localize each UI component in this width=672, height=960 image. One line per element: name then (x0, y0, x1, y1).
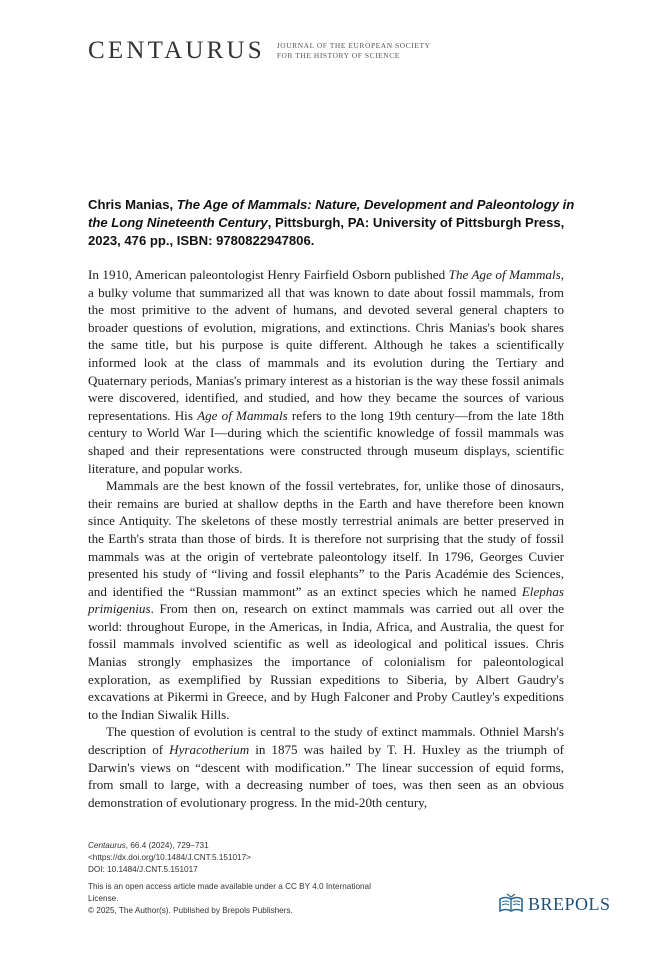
journal-name: CENTAURUS (88, 37, 265, 64)
paragraph-2 (88, 477, 564, 723)
italic-title: The Age of Mammals (448, 267, 561, 282)
tagline-line-2: FOR THE HISTORY OF SCIENCE (276, 51, 400, 60)
publication-details: , Pittsburgh, PA: University of Pittsburgh Press, 2023, 476 pp., ISBN: 9780822947806. (88, 215, 565, 248)
journal-masthead (88, 36, 431, 66)
text-run: Mammals are the best known of the fossil vertebrates, for, unlike those of dinosaurs, their remains are buried at shallow depths in the Earth and have therefore been known since Antiquity. The skeletons of these mostly terrestrial animals are better preserved in the Earth's strata than those of birds. It is therefore not surprising that the study of fossil mammals was at the origin of vertebrate paleontology itself. In 1796, Georges Cuvier presented his study of “living and fossil elephants” to the Paris Académie des Sciences, and identified the “Russian mammont” as an extinct species which he named (88, 478, 564, 599)
paragraph-3 (88, 723, 564, 811)
publisher-name: BREPOLS (528, 893, 611, 914)
citation-volume: , 66.4 (2024), 729–731 (125, 841, 209, 850)
text-run: refers to the long 19th century—from the late 18th century to World War I—during which the scientific knowledge of fossil mammals was shaped and their representations were constructed through museum displays, scientific literature, and popular works. (88, 407, 564, 476)
doi-link[interactable]: <https://dx.doi.org/10.1484/J.CNT.5.151017> (88, 853, 251, 862)
citation (88, 840, 388, 852)
book-title: The Age of Mammals: Nature, Development and Paleontology in the Long Nineteenth Century (88, 197, 575, 230)
journal-tagline (277, 41, 431, 61)
review-body (88, 266, 564, 811)
text-run: . From then on, research on extinct mammals was carried out all over the world: throughout Europe, in the Americas, in India, Africa, and Australia, the quest for fossil mammals involved scientific as well as ideological and political issues. Chris Manias strongly emphasizes the importance of colonialism for paleontological exploration, as exemplified by Russian expeditions to Siberia, by Albert Gaudry's excavations at Pikermi in Greece, and by Hugh Falconer and Proby Cautley's expeditions to the Indian Siwalik Hills. (88, 601, 564, 722)
text-run: in 1875 was hailed by T. H. Huxley as the triumph of Darwin's views on “descent with modification.” The linear succession of equid forms, from small to large, with a decreasing number of toes, was then seen as an obvious demonstration of evolutionary progress. In the mid-20th century, (88, 742, 564, 810)
italic-title: Age of Mammals (197, 407, 288, 423)
copyright-note: © 2025, The Author(s). Published by Brepols Publishers. (88, 906, 293, 915)
publisher-logo (498, 890, 611, 918)
license-note: This is an open access article made available under a CC BY 4.0 International License. (88, 882, 371, 903)
species-name: Elephas primigenius (88, 583, 564, 617)
book-icon (498, 891, 524, 917)
review-author: Chris Manias, (88, 197, 174, 212)
tagline-line-1: JOURNAL OF THE EUROPEAN SOCIETY (276, 41, 431, 50)
text-run: In 1910, American paleontologist Henry Fairfield Osborn published (88, 267, 449, 282)
doi: DOI: 10.1484/J.CNT.5.151017 (88, 865, 198, 874)
paragraph-1 (88, 266, 564, 477)
text-run: , a bulky volume that summarized all that was known to date about fossil mammals, from the most primitive to the advent of humans, and devoted several general chapters to broader questions of evolution, migrations, and extinctions. Chris Manias's book shares the same title, but his purpose is quite different. Although he takes a scientifically informed look at the class of mammals and its evolution during the Tertiary and Quaternary periods, Manias's primary interest as a historian is the way these fossil animals were discovered, identified, and studied, and how they became the sources of various representations. His (88, 267, 564, 423)
genus-name: Hyracotherium (169, 742, 250, 758)
text-run: The question of evolution is central to the study of extinct mammals. Othniel Marsh's description of (88, 724, 564, 758)
review-heading (88, 196, 583, 250)
citation-journal: Centaurus (88, 841, 126, 850)
article-footer (88, 840, 388, 917)
